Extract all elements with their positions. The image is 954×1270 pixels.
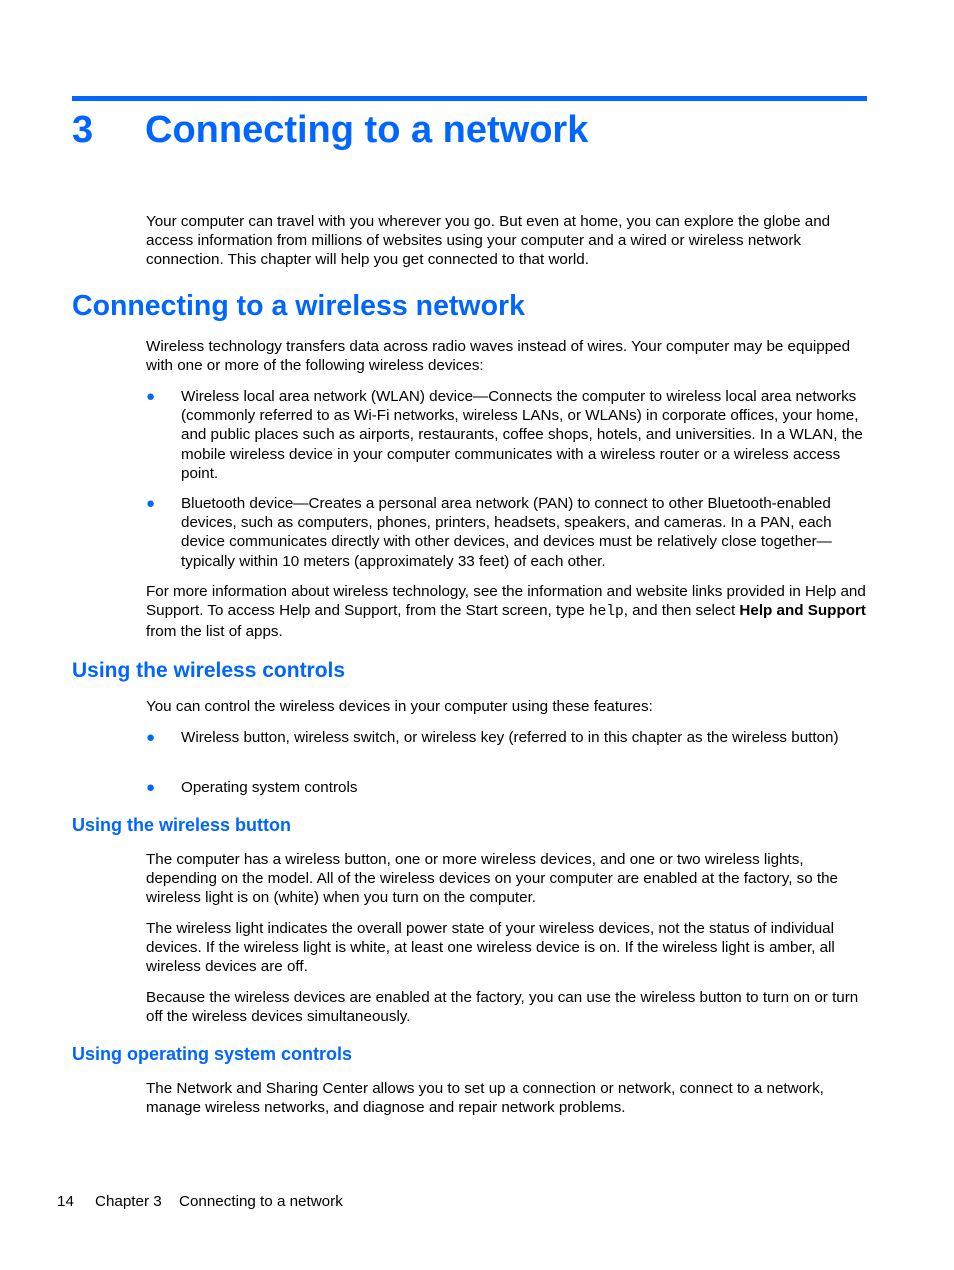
more-info-paragraph: [146, 582, 876, 642]
wireless-intro: Wireless technology transfers data across radio waves instead of wires. Your computer may be equipped with one or more of the following wireless devices:: [146, 338, 851, 375]
os-paragraph: The Network and Sharing Center allows you to set up a connection or network, connect to a network, manage wireless networks, and diagnose and repair network problems.: [146, 1080, 824, 1117]
footer-chapter-label: Chapter 3: [95, 1193, 162, 1210]
help-command-code: help: [588, 604, 624, 621]
list-item-wireless-button: Wireless button, wireless switch, or wireless key (referred to in this chapter as the wireless button): [181, 729, 839, 746]
chapter-title: Connecting to a network: [145, 109, 589, 151]
section-heading-controls: Using the wireless controls: [72, 659, 346, 682]
button-paragraph-3: Because the wireless devices are enabled at the factory, you can use the wireless button to turn on or turn off the wireless devices simultaneously.: [146, 989, 859, 1026]
footer-page-number: 14: [57, 1193, 74, 1210]
chapter-number: 3: [72, 109, 94, 151]
section-heading-button: Using the wireless button: [72, 815, 292, 835]
controls-intro: You can control the wireless devices in your computer using these features:: [146, 698, 653, 715]
footer-chapter-title: Connecting to a network: [179, 1193, 343, 1210]
chapter-intro: Your computer can travel with you wherever you go. But even at home, you can explore the globe and access information from millions of websites using your computer and a wired or wireless network connection. This chapter will help you get connected to that world.: [146, 213, 831, 269]
button-paragraph-1: The computer has a wireless button, one or more wireless devices, and one or two wireless lights, depending on the model. All of the wireless devices on your computer are enabled at the factory, so the wireless light is on (white) when you turn on the computer.: [146, 851, 839, 907]
help-and-support-label: Help and Support: [739, 602, 866, 620]
button-paragraph-2: The wireless light indicates the overall power state of your wireless devices, not the status of individual devices. If the wireless light is white, at least one wireless device is on. If the wireless light is amber, all wireless devices are off.: [146, 920, 835, 976]
more-info-text-3: from the list of apps.: [146, 623, 283, 641]
list-item-os-controls: Operating system controls: [181, 779, 358, 796]
list-item-bluetooth: Bluetooth device—Creates a personal area network (PAN) to connect to other Bluetooth-enabled devices, such as computers, phones, printers, headsets, speakers, and cameras. In a PAN, each device communicates directly with other devices, and devices must be relatively close together—typically within 10 meters (approximately 33 feet) of each other.: [181, 495, 832, 570]
more-info-text-1: For more information about wireless technology, see the information and website links provided in Help and Support. To access Help and Support, from the Start screen, type: [146, 583, 866, 620]
section-heading-wireless: Connecting to a wireless network: [72, 290, 525, 322]
more-info-text-2: , and then select: [623, 602, 740, 620]
bullet-icon: ●: [146, 729, 156, 746]
bullet-icon: ●: [146, 779, 156, 796]
bullet-icon: ●: [146, 388, 156, 405]
chapter-rule: [72, 96, 867, 101]
section-heading-os: Using operating system controls: [72, 1044, 353, 1064]
list-item-wlan: Wireless local area network (WLAN) device—Connects the computer to wireless local area networks (commonly referred to as Wi-Fi networks, wireless LANs, or WLANs) in corporate offices, your home, and public places such as airports, restaurants, coffee shops, hotels, and universities. In a WLAN, the mobile wireless device in your computer communicates with a wireless router or a wireless access point.: [181, 388, 863, 482]
bullet-icon: ●: [146, 495, 156, 512]
